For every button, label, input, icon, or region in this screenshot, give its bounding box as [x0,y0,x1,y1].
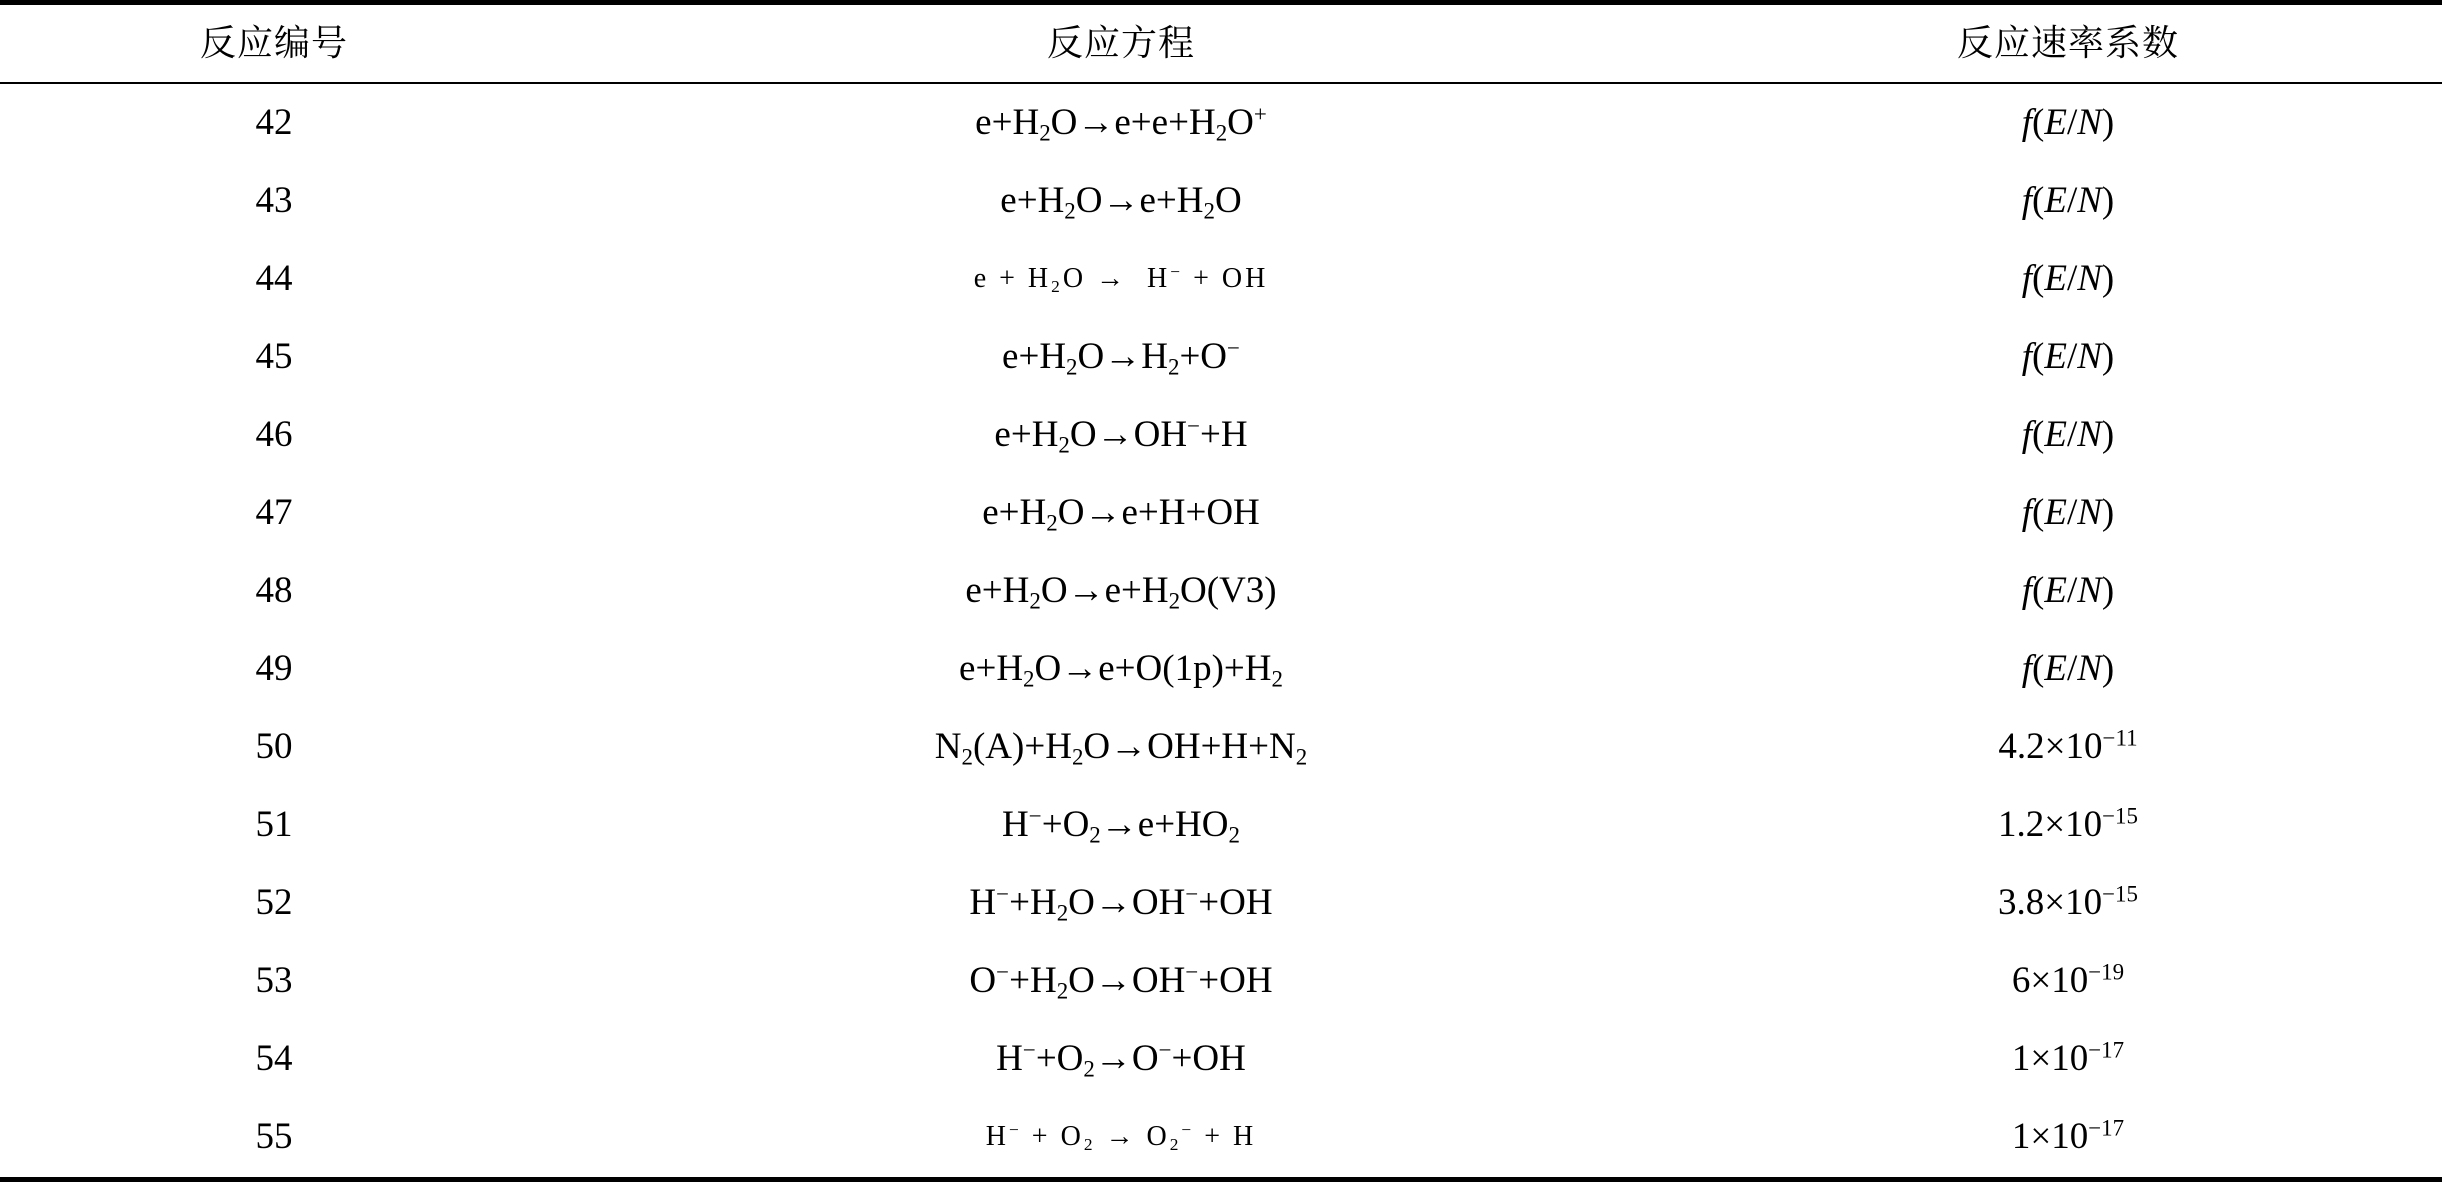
table-bottom-rule [0,1177,2442,1182]
reaction-id-cell: 51 [255,804,293,845]
table-row [0,708,2442,786]
reaction-equation-cell: $e+H_2O\to e+e+H_2O^+$ [975,101,1267,146]
reaction-id-cell: 55 [255,1116,293,1157]
table-row [0,942,2442,1020]
rate-coefficient-cell: f(E/N) [2021,414,2115,455]
rate-coefficient-cell: $4.2\times 10^{-11}$ [1998,725,2138,767]
reaction-equation-cell: $H^-+O_2\to e+HO_2$ [1002,803,1240,848]
reaction-id-cell: 42 [255,102,293,143]
rate-coefficient-cell: f(E/N) [2021,102,2115,143]
rate-coefficient-cell: f(E/N) [2021,570,2115,611]
reaction-id-cell: 52 [255,882,293,923]
table-header-row [0,5,2442,82]
table-row [0,1098,2442,1176]
rate-coefficient-cell: $1\times 10^{-17}$ [2011,1037,2125,1079]
table-body [0,84,2442,1177]
header-rate-coefficient: 反应速率系数 [1956,23,2179,64]
reaction-id-cell: 44 [255,258,293,299]
rate-coefficient-cell: f(E/N) [2021,258,2115,299]
table-row [0,552,2442,630]
table-row [0,84,2442,162]
reaction-equation-cell: $e+H_2O\to OH^-+H$ [994,413,1248,458]
rate-coefficient-cell: $3.8\times 10^{-15}$ [1998,881,2138,923]
table-row [0,162,2442,240]
table-row [0,630,2442,708]
table-row [0,1020,2442,1098]
reaction-id-cell: 53 [255,960,293,1001]
rate-coefficient-cell: $1.2\times 10^{-15}$ [1998,803,2138,845]
reaction-equation-cell: $H^-+H_2O\to OH^-+OH$ [969,881,1273,926]
header-reaction-equation: 反应方程 [1046,23,1195,64]
reaction-equation-cell: $e+H_2O\to H_2+O^-$ [1002,335,1240,380]
reaction-equation-cell: $H^- + O_2 \to O_2^- + H$ [985,1120,1257,1154]
reaction-equation-cell: $O^-+H_2O\to OH^-+OH$ [969,959,1273,1004]
table-row [0,318,2442,396]
reaction-equation-cell: $e+H_2O\to e+H_2O(V3)$ [965,570,1277,614]
reaction-equation-cell: $N_2(A)+H_2O\to OH+H+N_2$ [934,726,1308,770]
reaction-equation-cell: $e+H_2O\to e+O(1p)+H_2$ [959,648,1283,692]
reaction-id-cell: 47 [255,492,293,533]
rate-coefficient-cell: f(E/N) [2021,336,2115,377]
reaction-id-cell: 45 [255,336,293,377]
reaction-id-cell: 48 [255,570,293,611]
header-reaction-id: 反应编号 [199,23,348,64]
rate-coefficient-cell: $6\times 10^{-19}$ [2011,959,2125,1001]
reaction-id-cell: 49 [255,648,293,689]
table-row [0,240,2442,318]
table-row [0,474,2442,552]
rate-coefficient-cell: f(E/N) [2021,492,2115,533]
reaction-id-cell: 43 [255,180,293,221]
reaction-id-cell: 54 [255,1038,293,1079]
reaction-id-cell: 50 [255,726,293,767]
table-row [0,786,2442,864]
table-row [0,864,2442,942]
reaction-equation-cell: $e + H_2O \to H^-$ + OH [973,262,1269,296]
reaction-id-cell: 46 [255,414,293,455]
reaction-equation-cell: $e+H_2O\to e+H+OH$ [982,492,1260,536]
rate-coefficient-cell: $1\times 10^{-17}$ [2011,1115,2125,1157]
reaction-equation-cell: $H^-+O_2\to O^-+OH$ [996,1037,1246,1082]
reaction-equation-cell: $e+H_2O\to e+H_2O$ [1000,180,1242,224]
table-row [0,396,2442,474]
rate-coefficient-cell: f(E/N) [2021,180,2115,221]
rate-coefficient-cell: f(E/N) [2021,648,2115,689]
